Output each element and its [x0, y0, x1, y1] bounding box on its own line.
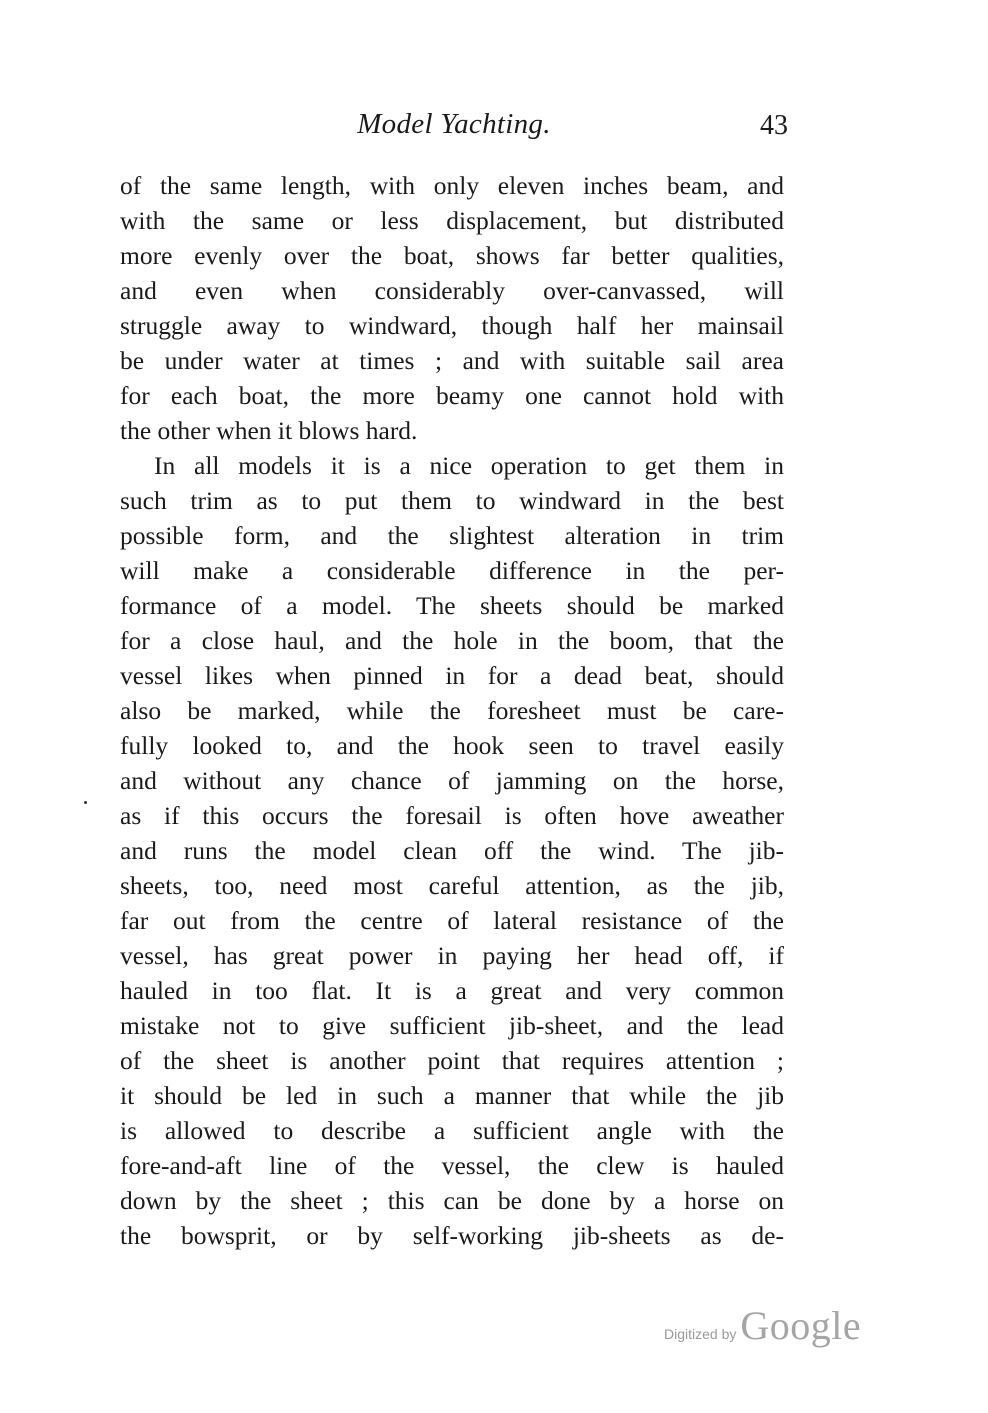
digitized-by-google-watermark	[664, 1302, 861, 1349]
running-title: Model Yachting.	[357, 108, 551, 140]
text-line: more evenly over the boat, shows far better qualities,	[120, 241, 784, 270]
text-line: struggle away to windward, though half her mainsail	[120, 311, 784, 340]
text-line: will make a considerable difference in the per-	[120, 556, 784, 585]
text-line: also be marked, while the foresheet must be care-	[120, 696, 784, 725]
text-line: hauled in too flat. It is a great and very common	[120, 976, 784, 1005]
text-line: vessel likes when pinned in for a dead beat, should	[120, 661, 784, 690]
text-line: formance of a model. The sheets should be marked	[120, 591, 784, 620]
text-line: of the sheet is another point that requires attention ;	[120, 1046, 784, 1075]
text-line: as if this occurs the foresail is often hove aweather	[120, 801, 784, 830]
text-line: In all models it is a nice operation to get them in	[154, 451, 784, 480]
text-line: and even when considerably over-canvassed, will	[120, 276, 784, 305]
text-line: it should be led in such a manner that while the jib	[120, 1081, 784, 1110]
paragraph-2	[120, 448, 784, 1253]
page-header	[120, 108, 788, 152]
text-line: for each boat, the more beamy one cannot hold with	[120, 381, 784, 410]
text-line: be under water at times ; and with suitable sail area	[120, 346, 784, 375]
text-line: the other when it blows hard.	[120, 416, 418, 445]
text-line: of the same length, with only eleven inches beam, and	[120, 171, 784, 200]
text-line: mistake not to give sufficient jib-sheet, and the lead	[120, 1011, 784, 1040]
text-line: for a close haul, and the hole in the boom, that the	[120, 626, 784, 655]
text-line: the bowsprit, or by self-working jib-sheets as de-	[120, 1221, 784, 1250]
scan-speck	[84, 801, 87, 804]
text-line: fore-and-aft line of the vessel, the clew is hauled	[120, 1151, 784, 1180]
text-line: and runs the model clean off the wind. The jib-	[120, 836, 784, 865]
text-line: such trim as to put them to windward in the best	[120, 486, 784, 515]
text-line: down by the sheet ; this can be done by a horse on	[120, 1186, 784, 1215]
watermark-prefix: Digitized by	[664, 1326, 737, 1342]
text-line: vessel, has great power in paying her head off, if	[120, 941, 784, 970]
text-line: is allowed to describe a sufficient angle with the	[120, 1116, 784, 1145]
text-line: fully looked to, and the hook seen to travel easily	[120, 731, 784, 760]
watermark-brand: Google	[740, 1303, 862, 1348]
text-line: possible form, and the slightest alteration in trim	[120, 521, 784, 550]
text-line: and without any chance of jamming on the horse,	[120, 766, 784, 795]
paragraph-1	[120, 168, 784, 448]
page-number: 43	[760, 110, 788, 141]
text-line: with the same or less displacement, but distributed	[120, 206, 784, 235]
text-line: sheets, too, need most careful attention, as the jib,	[120, 871, 784, 900]
text-line: far out from the centre of lateral resistance of the	[120, 906, 784, 935]
body-text	[120, 168, 784, 1253]
